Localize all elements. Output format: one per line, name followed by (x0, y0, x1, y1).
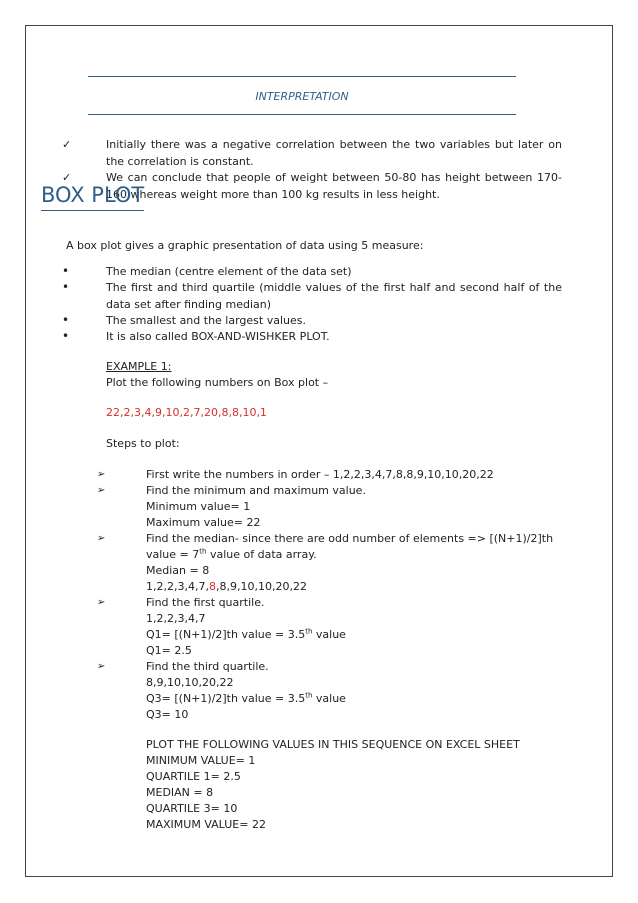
step-median-cont: value = 7th value of data array. (146, 547, 317, 561)
bullet-icon: • (62, 313, 70, 327)
bullet-item: It is also called BOX-AND-WISHKER PLOT. (106, 330, 330, 343)
arrow-bullet-icon: ➢ (97, 485, 106, 496)
median-highlight: 8 (208, 580, 216, 593)
page-header-title: INTERPRETATION (255, 90, 349, 103)
arrow-bullet-icon: ➢ (97, 469, 106, 480)
check-icon: ✓ (62, 138, 72, 151)
bullet-icon: • (62, 280, 70, 294)
arrow-bullet-icon: ➢ (97, 533, 106, 544)
header-rule-top (88, 76, 516, 77)
q1-result: Q1= 2.5 (146, 644, 192, 657)
min-value: Minimum value= 1 (146, 500, 251, 513)
interpretation-item: Initially there was a negative correlation between the two variables but later on the correlation is constant. (106, 138, 562, 168)
heading-underline (41, 210, 144, 211)
summary-q3: QUARTILE 3= 10 (146, 802, 238, 815)
arrow-bullet-icon: ➢ (97, 661, 106, 672)
section-heading: BOX PLOT (41, 183, 145, 207)
summary-title: PLOT THE FOLLOWING VALUES IN THIS SEQUENCE ON EXCEL SHEET (146, 738, 520, 751)
bullet-item: The median (centre element of the data set) (106, 265, 352, 278)
bullet-icon: • (62, 329, 70, 343)
max-value: Maximum value= 22 (146, 516, 261, 529)
steps-title: Steps to plot: (106, 437, 180, 450)
example-instruction: Plot the following numbers on Box plot – (106, 376, 329, 389)
summary-max: MAXIMUM VALUE= 22 (146, 818, 266, 831)
arrow-bullet-icon: ➢ (97, 597, 106, 608)
q1-formula: Q1= [(N+1)/2]th value = 3.5th value (146, 627, 346, 641)
check-icon: ✓ (62, 171, 72, 184)
header-rule-bottom (88, 114, 516, 115)
step-order: First write the numbers in order – 1,2,2,3,4,7,8,8,9,10,10,20,22 (146, 468, 494, 481)
bullet-icon: • (62, 264, 70, 278)
q3-formula: Q3= [(N+1)/2]th value = 3.5th value (146, 691, 346, 705)
interpretation-item: We can conclude that people of weight between 50-80 has height between 170-160 whereas weight more than 100 kg results in less height. (106, 171, 562, 201)
q1-data: 1,2,2,3,4,7 (146, 612, 206, 625)
summary-q1: QUARTILE 1= 2.5 (146, 770, 241, 783)
step-min-max: Find the minimum and maximum value. (146, 484, 366, 497)
median-value: Median = 8 (146, 564, 210, 577)
summary-median: MEDIAN = 8 (146, 786, 214, 799)
step-q1: Find the first quartile. (146, 596, 265, 609)
step-median: Find the median- since there are odd number of elements => [(N+1)/2]th (146, 532, 554, 545)
section-intro: A box plot gives a graphic presentation of data using 5 measure: (66, 239, 424, 252)
ordered-sequence: 1,2,2,3,4,7,8,8,9,10,10,20,22 (146, 580, 307, 593)
bullet-item: The smallest and the largest values. (106, 314, 306, 327)
q3-result: Q3= 10 (146, 708, 189, 721)
bullet-item: The first and third quartile (middle values of the first half and second half of the data set after finding median) (106, 281, 562, 311)
example-label: EXAMPLE 1: (106, 360, 172, 373)
example-numbers: 22,2,3,4,9,10,2,7,20,8,8,10,1 (106, 406, 267, 419)
q3-data: 8,9,10,10,20,22 (146, 676, 234, 689)
step-q3: Find the third quartile. (146, 660, 269, 673)
summary-min: MINIMUM VALUE= 1 (146, 754, 256, 767)
